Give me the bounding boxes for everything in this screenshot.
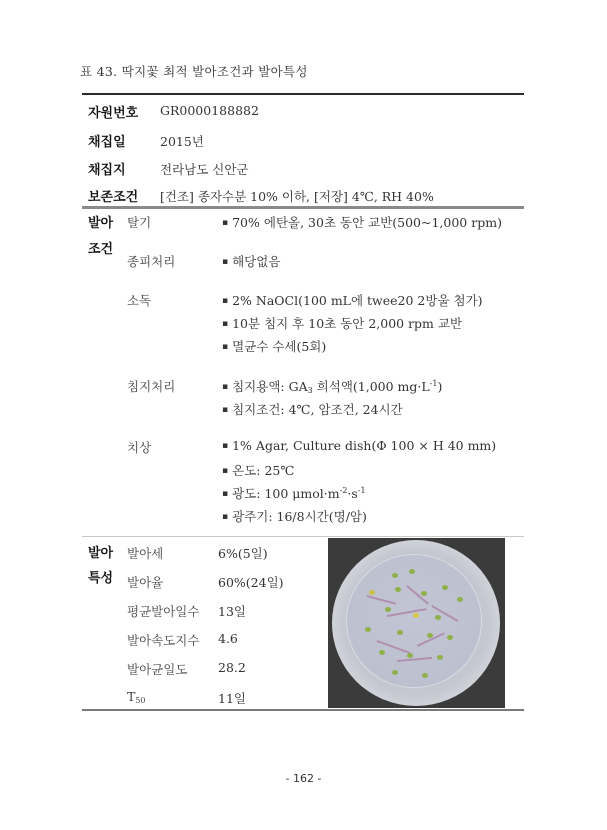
condition-name-seedcoat: 종피처리 <box>127 254 176 269</box>
label-storage-conditions: 보존조건 <box>88 190 139 205</box>
seedling <box>369 590 375 595</box>
seedling <box>447 635 453 640</box>
seedling-root <box>367 595 396 604</box>
seedling-root <box>387 608 427 616</box>
condition-bullet-soaking-solution: ▪ 침지용액: $GA_3$ 희석액(1,000 $mg\cdot L^{-1}$) <box>222 377 442 395</box>
seedling <box>437 655 443 660</box>
value-resource-number: GR0000188882 <box>160 103 259 118</box>
condition-bullet: ▪ 멸균수 수세(5회) <box>222 337 326 355</box>
seedling <box>427 633 433 638</box>
condition-name-sterilization: 소독 <box>127 293 152 308</box>
char-value: 11일 <box>218 691 246 706</box>
label-germination-characteristics-1: 발아 <box>88 546 114 561</box>
agar-surface <box>346 554 482 688</box>
page-number: - 162 - <box>285 772 322 785</box>
label-resource-number: 자원번호 <box>88 106 139 121</box>
char-name: 평균발아일수 <box>127 604 200 619</box>
label-germination-conditions-1: 발아 <box>88 216 114 231</box>
char-value: 13일 <box>218 604 246 619</box>
seedling <box>395 587 401 592</box>
condition-bullet: ▪ 해당없음 <box>222 252 280 270</box>
char-name: 발아세 <box>127 546 164 561</box>
char-name: 발아속도지수 <box>127 633 200 648</box>
seedling <box>422 673 428 678</box>
seedling <box>397 630 403 635</box>
char-value: 6%(5일) <box>218 546 268 561</box>
seedling <box>407 653 413 658</box>
char-name: 발아율 <box>127 575 164 590</box>
table-top-rule <box>82 93 524 95</box>
char-value: 60%(24일) <box>218 575 284 590</box>
value-collection-date: 2015년 <box>160 134 204 149</box>
table-bottom-rule <box>82 709 524 711</box>
char-value: 28.2 <box>218 660 246 675</box>
condition-name-soaking: 침지처리 <box>127 379 176 394</box>
condition-bullet: ▪ 1% Agar, Culture dish(Φ 100 × H 40 mm) <box>222 438 496 453</box>
label-germination-characteristics-2: 특성 <box>88 571 114 586</box>
condition-bullet: ▪ 10분 침지 후 10초 동안 2,000 rpm 교반 <box>222 314 462 332</box>
char-name-t50: $T_{50}$ <box>127 689 146 705</box>
seedling <box>457 597 463 602</box>
condition-bullet-light-intensity: ▪ 광도: 100 $\mu mol\cdot m^{-2}\cdot s^{-1}$ <box>222 484 366 502</box>
value-collection-site: 전라남도 신안군 <box>160 162 249 177</box>
char-name: 발아균일도 <box>127 662 188 677</box>
value-storage-conditions: [건조] 종자수분 10% 이하, [저장] 4℃, RH 40% <box>160 189 434 204</box>
section-divider <box>82 536 524 537</box>
petri-dish-photo <box>328 538 505 708</box>
seedling <box>392 670 398 675</box>
condition-bullet: ▪ 침지조건: 4℃, 암조건, 24시간 <box>222 400 403 418</box>
condition-bullet: ▪ 광주기: 16/8시간(명/암) <box>222 507 367 525</box>
seedling <box>435 615 441 620</box>
condition-bullet: ▪ 2% NaOCl(100 mL에 twee20 2방울 첨가) <box>222 291 483 309</box>
seedling <box>365 627 371 632</box>
table-caption: 표 43. 딱지꽃 최적 발아조건과 발아특성 <box>80 64 308 79</box>
label-collection-date: 채집일 <box>88 135 126 150</box>
seedling <box>442 585 448 590</box>
seedling <box>392 573 398 578</box>
section-divider <box>82 206 524 209</box>
label-collection-site: 채집지 <box>88 163 126 178</box>
condition-bullet: ▪ 온도: 25℃ <box>222 461 294 479</box>
seedling <box>421 591 427 596</box>
seedling-root <box>397 657 432 662</box>
seedling <box>385 607 391 612</box>
condition-name-plating: 치상 <box>127 440 152 455</box>
label-germination-conditions-2: 조건 <box>88 242 114 257</box>
seedling <box>379 650 385 655</box>
seedling <box>413 613 419 618</box>
seedling <box>409 569 415 574</box>
char-value: 4.6 <box>218 631 238 646</box>
condition-name-degassing: 탈기 <box>127 215 152 230</box>
condition-bullet: ▪ 70% 에탄올, 30초 동안 교반(500~1,000 rpm) <box>222 213 502 231</box>
